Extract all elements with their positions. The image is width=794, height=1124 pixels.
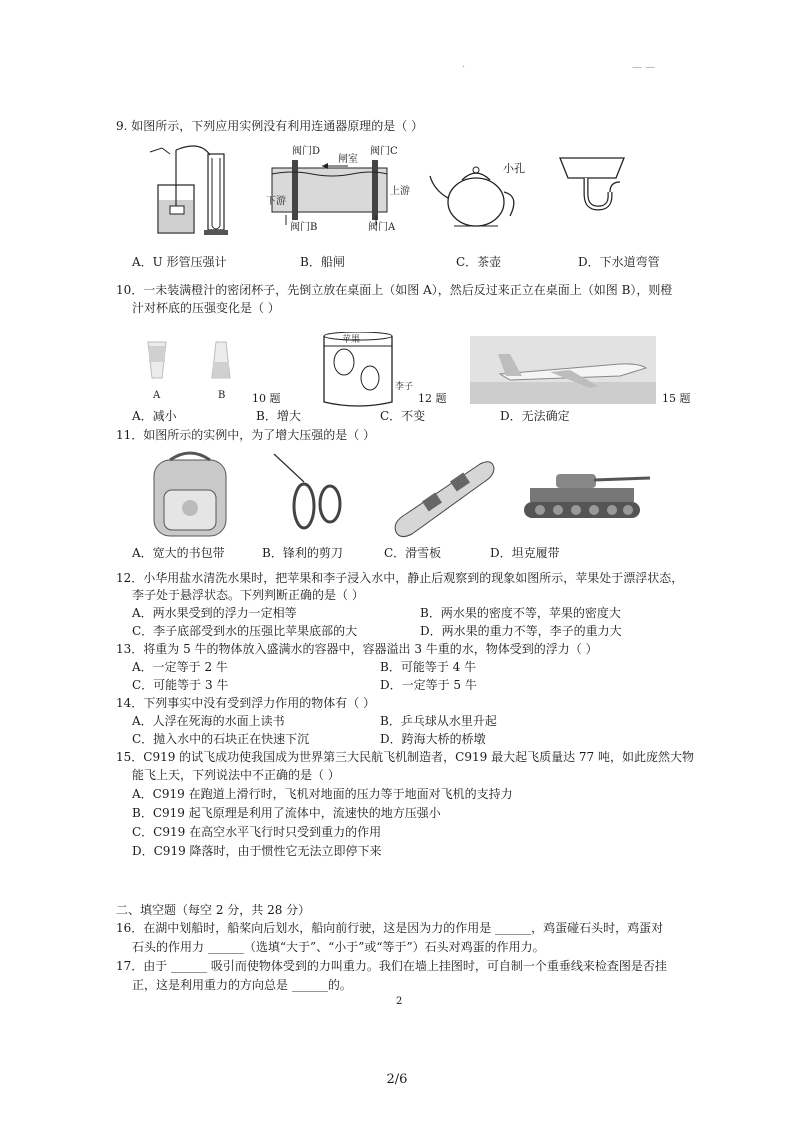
q10-option-d[interactable]: D．无法确定 <box>500 409 570 423</box>
q11-option-d[interactable]: D．坦克履带 <box>490 546 560 560</box>
label-q10-tag: 10 题 <box>252 392 281 405</box>
figure-backpack <box>140 450 240 542</box>
figure-tank <box>516 468 656 524</box>
q13-option-a[interactable]: A．一定等于 2 牛 <box>132 660 228 674</box>
q14-option-a[interactable]: A．人浮在死海的水面上读书 <box>132 714 285 728</box>
section2-title: 二、填空题（每空 2 分，共 28 分） <box>116 903 311 917</box>
scan-speck: · <box>462 62 466 73</box>
label-valve-a: 阀门A <box>368 222 396 233</box>
q16-text-line1: 16．在湖中划船时，船桨向后划水，船向前行驶，这是因为力的作用是 ______，鸡蛋碰石头时，鸡蛋对 <box>116 921 664 935</box>
q17-text-line1: 17．由于 ______ 吸引而使物体受到的力叫重力。我们在墙上挂图时，可自制一个重垂线来检查图是否挂 <box>116 959 667 973</box>
q14-text: 14．下列事实中没有受到浮力作用的物体有（ ） <box>116 696 376 710</box>
q14-option-c[interactable]: C．抛入水中的石块正在快速下沉 <box>132 732 310 746</box>
page-footer: 2/6 <box>386 1072 408 1087</box>
label-cup-b: B <box>218 390 226 401</box>
q13-option-d[interactable]: D．一定等于 5 牛 <box>380 678 477 692</box>
figure-c919-photo <box>470 336 656 404</box>
label-apple: 苹果 <box>342 335 361 345</box>
label-plum: 李子 <box>395 382 414 392</box>
q12-option-a[interactable]: A．两水果受到的浮力一定相等 <box>132 606 297 620</box>
q15-text-line1: 15．C919 的试飞成功使我国成为世界第三大民航飞机制造者，C919 最大起飞质量达 77 吨，如此庞然大物 <box>116 750 694 764</box>
q12-text-line1: 12．小华用盐水清洗水果时，把苹果和李子浸入水中，静止后观察到的现象如图所示，苹果处于漂浮状态， <box>116 571 684 585</box>
page-number: 2 <box>396 996 403 1007</box>
q15-option-d[interactable]: D．C919 降落时，由于惯性它无法立即停下来 <box>132 844 382 858</box>
q12-option-b[interactable]: B．两水果的密度不等，苹果的密度大 <box>420 606 621 620</box>
label-lock-chamber: 闸室 <box>338 154 358 165</box>
label-valve-d: 阀门D <box>292 146 321 157</box>
label-downstream: 下游 <box>266 196 286 207</box>
q11-option-b[interactable]: B．锋利的剪刀 <box>262 546 343 560</box>
q15-option-c[interactable]: C．C919 在高空水平飞行时只受到重力的作用 <box>132 825 382 839</box>
q9-option-c[interactable]: C．茶壶 <box>456 255 502 269</box>
q12-option-c[interactable]: C．李子底部受到水的压强比苹果底部的大 <box>132 624 358 638</box>
q13-option-b[interactable]: B．可能等于 4 牛 <box>380 660 477 674</box>
q17-text-line2: 正，这是利用重力的方向总是 ______的。 <box>132 978 352 992</box>
figure-juice-cup-a <box>142 338 172 384</box>
figure-scissors <box>268 450 364 536</box>
q9-option-b[interactable]: B．船闸 <box>300 255 345 269</box>
label-upstream: 上游 <box>390 186 410 197</box>
q12-option-d[interactable]: D．两水果的重力不等，李子的重力大 <box>420 624 622 638</box>
q9-option-a[interactable]: A．U 形管压强计 <box>132 255 227 269</box>
q15-option-b[interactable]: B．C919 起飞原理是利用了流体中，流速快的地方压强小 <box>132 806 441 820</box>
q9-option-d[interactable]: D．下水道弯管 <box>578 255 660 269</box>
label-cup-a: A <box>153 390 161 401</box>
q13-option-c[interactable]: C．可能等于 3 牛 <box>132 678 229 692</box>
label-small-hole: 小孔 <box>503 162 525 175</box>
q10-option-a[interactable]: A．减小 <box>132 409 177 423</box>
label-q12-tag: 12 题 <box>418 392 447 405</box>
q16-text-line2: 石头的作用力 ______（选填“大于”、“小于”或“等于”）石头对鸡蛋的作用力。 <box>132 940 545 954</box>
q14-option-b[interactable]: B．乒乓球从水里升起 <box>380 714 497 728</box>
q15-option-a[interactable]: A．C919 在跑道上滑行时，飞机对地面的压力等于地面对飞机的支持力 <box>132 787 513 801</box>
scan-speck: — — <box>632 62 656 73</box>
q9-text: 9. 如图所示，下列应用实例没有利用连通器原理的是（ ） <box>116 119 424 133</box>
q11-option-a[interactable]: A．宽大的书包带 <box>132 546 225 560</box>
q10-option-b[interactable]: B．增大 <box>256 409 301 423</box>
label-valve-b: 阀门B <box>290 222 318 233</box>
figure-u-tube-manometer <box>140 140 240 240</box>
q15-text-line2: 能飞上天，下列说法中不正确的是（ ） <box>132 768 340 782</box>
q13-text: 13．将重为 5 牛的物体放入盛满水的容器中，容器溢出 3 牛重的水，物体受到的浮力（ ） <box>116 642 598 656</box>
q14-option-d[interactable]: D．跨海大桥的桥墩 <box>380 732 486 746</box>
label-valve-c: 阀门C <box>370 146 398 157</box>
q10-text-line1: 10．一未装满橙汁的密闭杯子，先倒立放在桌面上（如图 A），然后反过来正立在桌面上（如图 B），则橙 <box>116 283 673 297</box>
q10-option-c[interactable]: C．不变 <box>380 409 426 423</box>
q11-option-c[interactable]: C．滑雪板 <box>384 546 442 560</box>
figure-drain-trap <box>556 152 628 228</box>
label-q15-tag: 15 题 <box>662 392 691 405</box>
q11-text: 11．如图所示的实例中，为了增大压强的是（ ） <box>116 428 376 442</box>
q12-text-line2: 李子处于悬浮状态。下列判断正确的是（ ） <box>132 588 364 602</box>
figure-snowboard <box>388 452 498 542</box>
q10-text-line2: 汁对杯底的压强变化是（ ） <box>132 301 280 315</box>
figure-juice-cup-b <box>206 338 236 384</box>
